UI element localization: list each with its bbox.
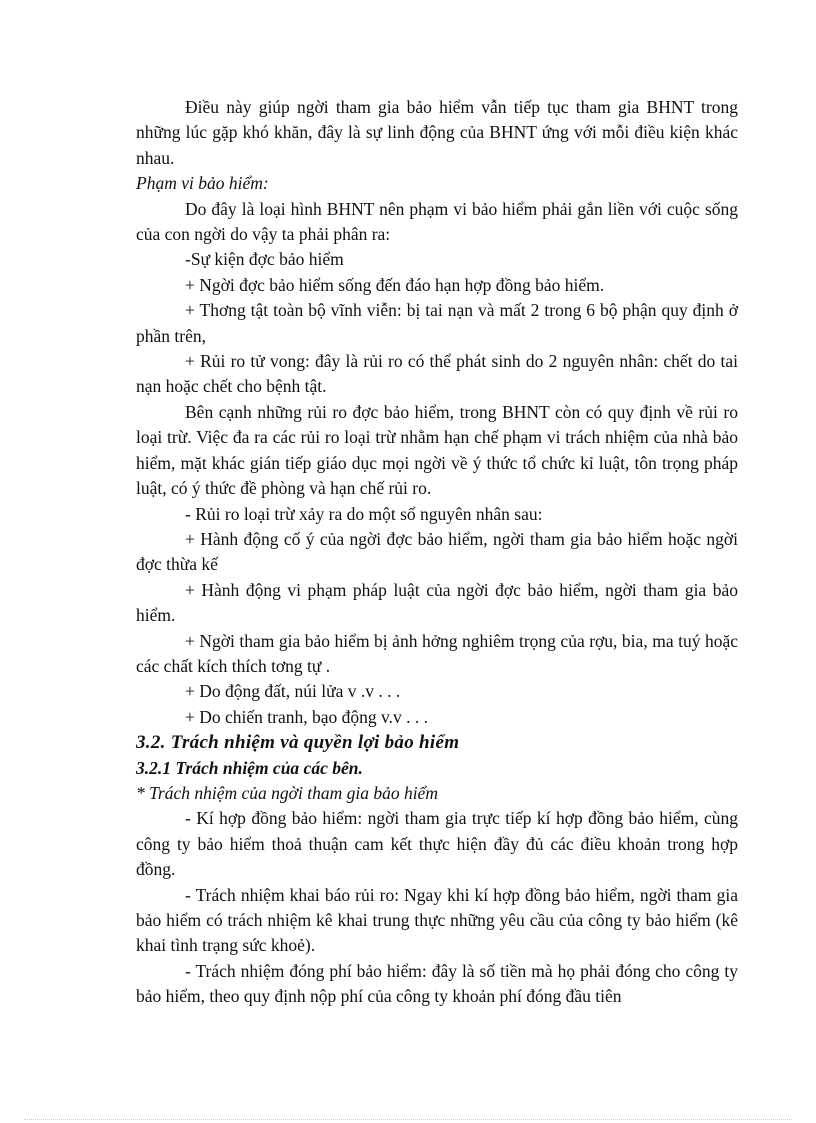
- subsection-heading: 3.2.1 Trách nhiệm của các bên.: [136, 757, 363, 778]
- paragraph: - Trách nhiệm khai báo rủi ro: Ngay khi kí hợp đồng bảo hiểm, ngời tham gia bảo hiểm có trách nhiệm kê khai trung thực những yêu cầu của công ty bảo hiểm (kê khai tình trạng sức khoẻ).: [136, 884, 738, 956]
- subheading-italic: * Trách nhiệm của ngời tham gia bảo hiểm: [136, 782, 438, 803]
- paragraph: Bên cạnh những rủi ro đợc bảo hiểm, trong BHNT còn có quy định về rủi ro loại trừ. Việc đa ra các rủi ro loại trừ nhằm hạn chế phạm vi trách nhiệm của nhà bảo hiểm, mặt khác gián tiếp giáo dục mọi ngời về ý thức tổ chức kỉ luật, tôn trọng pháp luật, có ý thức đề phòng và hạn chế rủi ro.: [136, 401, 738, 499]
- paragraph: Do đây là loại hình BHNT nên phạm vi bảo hiểm phải gắn liền với cuộc sống của con ngời do vậy ta phải phân ra:: [136, 198, 738, 245]
- paragraph: - Kí hợp đồng bảo hiểm: ngời tham gia trực tiếp kí hợp đồng bảo hiểm, cùng công ty bảo hiểm thoả thuận cam kết thực hiện đầy đủ các điều khoản trong hợp đồng.: [136, 808, 738, 880]
- section-label-scope: Phạm vi bảo hiểm:: [136, 173, 269, 194]
- list-item: + Rủi ro tử vong: đây là rủi ro có thể phát sinh do 2 nguyên nhân: chết do tai nạn hoặc chết cho bệnh tật.: [136, 351, 738, 397]
- list-item: + Do động đất, núi lửa v .v . . .: [185, 681, 401, 702]
- list-item: -Sự kiện đợc bảo hiểm: [185, 249, 344, 270]
- list-item: + Hành động cố ý của ngời đợc bảo hiểm, ngời tham gia bảo hiểm hoặc ngời đợc thừa kế: [136, 528, 738, 575]
- list-item: + Hành động vi phạm pháp luật của ngời đợc bảo hiểm, ngời tham gia bảo hiểm.: [136, 579, 738, 626]
- list-item: + Thơng tật toàn bộ vĩnh viễn: bị tai nạn và mất 2 trong 6 bộ phận quy định ở phần trên,: [136, 300, 738, 346]
- paragraph: Điều này giúp ngời tham gia bảo hiểm vẫn tiếp tục tham gia BHNT trong những lúc gặp khó khăn, đây là sự linh động của BHNT ứng với mỗi điều kiện khác nhau.: [136, 97, 738, 168]
- section-heading: 3.2. Trách nhiệm và quyền lợi bảo hiểm: [136, 732, 460, 754]
- paragraph: - Trách nhiệm đóng phí bảo hiểm: đây là số tiền mà họ phải đóng cho công ty bảo hiểm, theo quy định nộp phí của công ty khoản phí đóng đầu tiên: [136, 960, 738, 1007]
- list-item: + Do chiến tranh, bạo động v.v . . .: [185, 706, 428, 727]
- list-item: + Ngời tham gia bảo hiểm bị ảnh hởng nghiêm trọng của rợu, bia, ma tuý hoặc các chất kích thích tơng tự .: [136, 630, 738, 676]
- list-item: + Ngời đợc bảo hiểm sống đến đáo hạn hợp đồng bảo hiểm.: [185, 274, 605, 295]
- list-item: - Rủi ro loại trừ xảy ra do một số nguyên nhân sau:: [185, 503, 543, 524]
- body-text: [136, 95, 738, 1010]
- page-bottom-rule: [24, 1119, 792, 1120]
